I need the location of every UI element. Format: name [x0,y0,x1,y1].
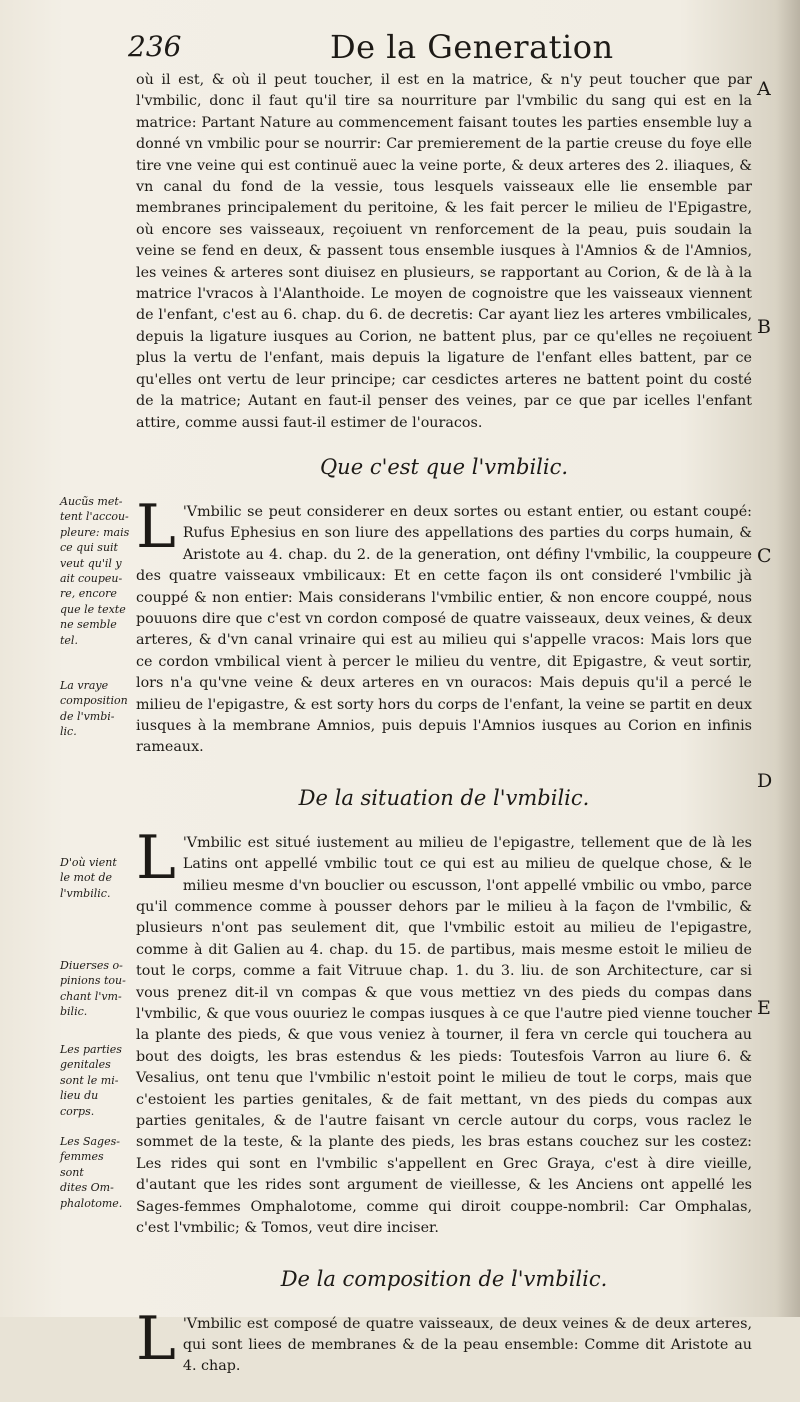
margin-letter: E [757,997,771,1019]
section-paragraph [136,1303,752,1378]
page-number: 236 [128,30,182,63]
section-paragraph [136,491,752,759]
running-title: De la Generation [330,28,614,66]
section-title: Que c'est que l'vmbilic. [319,454,569,479]
marginal-note: Diuerses o- pinions tou- chant l'vm- bilic. [60,959,126,1019]
marginal-note: D'où vient le mot de l'vmbilic. [60,856,117,900]
margin-letter: A [757,78,771,100]
drop-cap: L [136,1303,176,1374]
section-title: De la composition de l'vmbilic. [280,1266,608,1291]
marginal-note: Aucũs met- tent l'accou- pleure: mais ce qui suit veut qu'il y ait coupeu- re, encore que le texte ne semble tel. [60,495,130,647]
section-title: De la situation de l'vmbilic. [298,785,590,810]
drop-cap: L [136,822,176,893]
margin-letter: D [757,770,773,792]
margin-letter: C [757,545,772,567]
marginal-note: Les Sages- femmes sont dites Om- phalotome. [60,1135,123,1210]
paragraph-text: 'Vmbilic est situé iustement au milieu de l'epigastre, tellement que de là les Latins ont appellé vmbilic tout ce qui est au milieu de quelque chose, & le milieu mesme d'vn bouclier ou escusson, l'ont appellé vmbilic ou vmbo, parce qu'il commence comme à pousser dehors par le milieu à la façon de l'vmbilic, & plusieurs n'ont pas seulement dit, que l'vmbilic estoit au milieu de l'epigastre, comme à dit Galien au 4. chap. du 15. de partibus, mais mesme estoit le milieu de tout le corps, comme a fait Vitruue chap. 1. du 3. liu. de son Architecture, car si vous prenez dit-il vn compas & que vous mettiez vn des pieds du compas dans l'vmbilic, & que vous ouuriez le compas iusques à ce que l'autre pied vienne toucher la plante des pieds, & que vous veniez à tourner, il fera vn cercle qui touchera au bout des doigts, les bras estendus & les pieds: Toutesfois Varron au liure 6. & Vesalius, ont tenu que l'vmbilic n'estoit point le milieu de tout le corps, mais que c'estoient les parties genitales, & de fait mettant, vn des pieds du compas aux parties genitales, & de l'autre faisant vn cercle autour du corps, vous raclez le sommet de la teste, & la plante des pieds, les bras estans couchez sur les costez: Les rides qui sont en l'vmbilic s'appellent en Grec Graya, c'est à dire vieille, d'autant que les rides sont argument de vieillesse, & les Anciens ont appellé les Sages-femmes Omphalotome, comme qui diroit couppe-nombril: Car Omphalas, c'est l'vmbilic; & Tomos, veut dire inciser. [136,834,752,1237]
opening-paragraph: où il est, & où il peut toucher, il est en la matrice, & n'y peut toucher que par l'vmbilic, donc il faut qu'il tire sa nourriture par l'vmbilic du sang qui est en la matrice: Partant Nature au commencement faisant toutes les parties ensemble luy a donné vn vmbilic pour se nourrir: Car premierement de la partie creuse du foye elle tire vne veine qui est continuë auec la veine porte, & deux arteres des 2. iliaques, & vn canal du fond de la vessie, tous lesquels vaisseaux elle lie ensemble par membranes principalement du peritoine, & les fait percer le milieu de l'Epigastre, où encore ses vaisseaux, reçoiuent vn renforcement de la peau, puis soudain la veine se fend en deux, & passent tous ensemble iusques à l'Amnios & de l'Amnios, les veines & arteres sont diuisez en plusieurs, se rapportant au Corion, & de là à la matrice l'vracos à l'Alanthoide. Le moyen de cognoistre que les vaisseaux viennent de l'enfant, c'est au 6. chap. du 6. de decretis: Car ayant liez les arteres vmbilicales, depuis la ligature iusques au Corion, ne battent plus, par ce qu'elles ne reçoiuent plus la vertu de l'enfant, mais depuis la ligature de l'enfant elles battent, par ce qu'elles ont vertu de leur principe; car cesdictes arteres ne battent point du costé de la matrice; Autant en faut-il penser des veines, par ce que par icelles l'enfant attire, comme aussi faut-il estimer de l'ouracos. [136,72,752,431]
marginal-note: Les parties genitales sont le mi- lieu du corps. [60,1043,122,1118]
margin-letter: B [757,316,771,338]
main-text [136,70,752,1402]
drop-cap: L [136,491,176,562]
paragraph-text: 'Vmbilic se peut considerer en deux sortes ou estant entier, ou estant coupé: Rufus Ephesius en son liure des appellations des parties du corps humain, & Aristote au 4. chap. du 2. de la generation, ont définy l'vmbilic, la couppeure des quatre vaisseaux vmbilicaux: Et en cette façon ils ont consideré l'vmbilic jà couppé & non entier: Mais considerans l'vmbilic entier, & non encore couppé, nous pouuons dire que c'est vn cordon composé de quatre vaisseaux, deux veines, & deux arteres, & d'vn canal vrinaire qui est au milieu qui s'appelle vracos: Mais lors que ce cordon vmbilical vient à percer le milieu du ventre, dit Epigastre, & veut sortir, lors n'a qu'vne veine & deux arteres en vn ouracos: Mais depuis qu'il a percé le milieu de l'epigastre, & est sorty hors du corps de l'enfant, la veine se partit en deux iusques à la membrane Amnios, puis depuis l'Amnios iusques au Corion en infinis rameaux. [136,503,752,756]
paragraph-text: 'Vmbilic est composé de quatre vaisseaux, de deux veines & de deux arteres, qui sont liees de membranes & de la peau ensemble: Comme dit Aristote au 4. chap. [182,1315,752,1375]
section-paragraph [136,822,752,1240]
marginal-note: La vraye composition de l'vmbi- lic. [60,679,128,739]
